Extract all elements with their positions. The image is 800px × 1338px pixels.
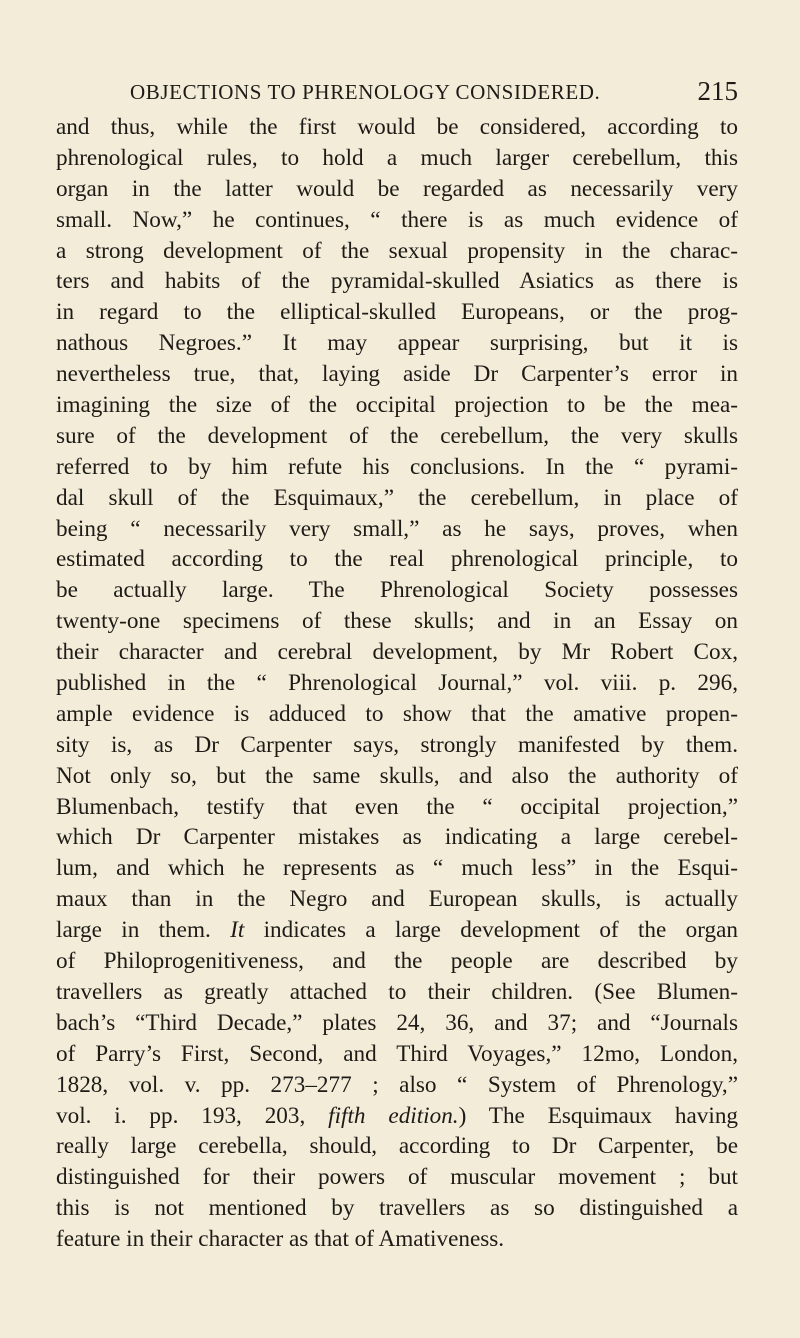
text-segment: large in them. bbox=[56, 917, 211, 944]
text-line: and thus, while the first would be considered, according to bbox=[56, 114, 738, 140]
text-line: estimated according to the real phrenological principle, to bbox=[56, 546, 738, 573]
text-line: ample evidence is adduced to show that the amative propen- bbox=[56, 700, 738, 727]
text-line: nevertheless true, that, laying aside Dr Carpenter’s error in bbox=[56, 361, 738, 388]
text-line: Not only so, but the same skulls, and also the authority of bbox=[56, 762, 738, 789]
page-number: 215 bbox=[697, 76, 738, 106]
text-line: ters and habits of the pyramidal-skulled Asiatics as there is bbox=[56, 268, 738, 295]
text-line: dal skull of the Esquimaux,” the cerebellum, in place of bbox=[56, 484, 738, 511]
italic-word: fifth bbox=[328, 1102, 366, 1129]
text-line: sity is, as Dr Carpenter says, strongly manifested by them. bbox=[56, 731, 738, 758]
running-head bbox=[130, 76, 738, 108]
text-segment: ) The Esquimaux having bbox=[458, 1102, 739, 1129]
text-line: distinguished for their powers of muscular movement ; but bbox=[56, 1164, 738, 1191]
text-segment: indicates a large development of the organ bbox=[263, 917, 738, 944]
italic-word: It bbox=[230, 917, 245, 944]
text-line: which Dr Carpenter mistakes as indicating a large cerebel- bbox=[56, 824, 738, 851]
text-line-mixed bbox=[56, 915, 738, 946]
text-line: imagining the size of the occipital projection to be the mea- bbox=[56, 392, 738, 419]
text-line: lum, and which he represents as “ much less” in the Esqui- bbox=[56, 855, 738, 882]
text-line: be actually large. The Phrenological Society possesses bbox=[56, 577, 738, 604]
text-line: really large cerebella, should, according to Dr Carpenter, be bbox=[56, 1133, 738, 1160]
text-line: in regard to the elliptical-skulled Europeans, or the prog- bbox=[56, 299, 738, 326]
text-line: published in the “ Phrenological Journal,” vol. viii. p. 296, bbox=[56, 670, 738, 697]
text-line: nathous Negroes.” It may appear surprising, but it is bbox=[56, 330, 738, 357]
text-line: bach’s “Third Decade,” plates 24, 36, and 37; and “Journals bbox=[56, 1009, 738, 1036]
text-line: referred to by him refute his conclusions. In the “ pyrami- bbox=[56, 453, 738, 480]
text-line: feature in their character as that of Amativeness. bbox=[56, 1226, 505, 1253]
text-line: travellers as greatly attached to their children. (See Blumen- bbox=[56, 978, 738, 1005]
text-line-mixed bbox=[56, 1101, 738, 1132]
text-line: 1828, vol. v. pp. 273–277 ; also “ System of Phrenology,” bbox=[56, 1071, 738, 1098]
text-line: sure of the development of the cerebellum, the very skulls bbox=[56, 422, 738, 449]
text-line: this is not mentioned by travellers as so distinguished a bbox=[56, 1195, 738, 1222]
text-line: their character and cerebral development, by Mr Robert Cox, bbox=[56, 639, 738, 666]
running-title: OBJECTIONS TO PHRENOLOGY CONSIDERED. bbox=[130, 80, 601, 104]
text-line: of Philoprogenitiveness, and the people are described by bbox=[56, 948, 738, 975]
text-line: maux than in the Negro and European skulls, is actually bbox=[56, 886, 738, 913]
text-line: Blumenbach, testify that even the “ occipital projection,” bbox=[56, 793, 738, 820]
text-line: phrenological rules, to hold a much larger cerebellum, this bbox=[56, 144, 738, 171]
text-line: of Parry’s First, Second, and Third Voyages,” 12mo, London, bbox=[56, 1040, 738, 1067]
italic-word: edition. bbox=[388, 1102, 459, 1129]
text-line: small. Now,” he continues, “ there is as much evidence of bbox=[56, 206, 738, 233]
text-segment: vol. i. pp. 193, 203, bbox=[56, 1102, 306, 1129]
body-paragraph bbox=[56, 112, 738, 1255]
text-line: organ in the latter would be regarded as necessarily very bbox=[56, 175, 738, 202]
text-line: twenty-one specimens of these skulls; and in an Essay on bbox=[56, 608, 738, 635]
text-line: a strong development of the sexual propensity in the charac- bbox=[56, 237, 738, 264]
text-line: being “ necessarily very small,” as he says, proves, when bbox=[56, 515, 738, 542]
